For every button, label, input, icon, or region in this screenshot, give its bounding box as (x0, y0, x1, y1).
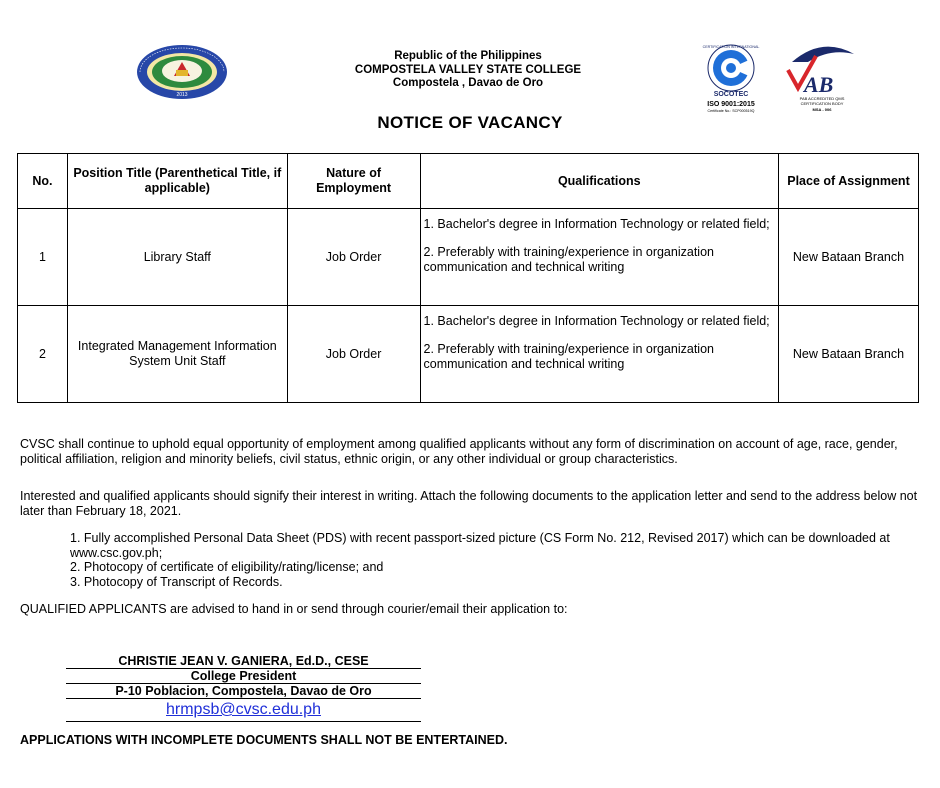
republic-line: Republic of the Philippines (394, 50, 542, 62)
signatory-position: College President (66, 669, 421, 684)
incomplete-documents-warning: APPLICATIONS WITH INCOMPLETE DOCUMENTS SHALL NOT BE ENTERTAINED. (20, 733, 508, 747)
email-link[interactable]: hrmpsb@cvsc.edu.ph (66, 699, 421, 722)
list-item: 1. Fully accomplished Personal Data Sheet (PDS) with recent passport-sized picture (CS Form No. 212, Revised 2017) which can be downloaded at www.csc.gov.ph; (70, 531, 890, 560)
pab-accreditation-logo (782, 40, 862, 116)
table-header-row (18, 154, 919, 209)
table-row (18, 209, 919, 306)
pab-line1: PAB ACCREDITED QMS (799, 96, 845, 101)
seal-year: 2013 (176, 92, 188, 98)
cell-nature: Job Order (287, 209, 420, 306)
pab-line2: CERTIFICATION BODY (800, 101, 844, 106)
col-header-position: Position Title (Parenthetical Title, if applicable) (67, 154, 287, 209)
signature-block (66, 654, 421, 722)
signatory-name: CHRISTIE JEAN V. GANIERA, Ed.D., CESE (66, 654, 421, 669)
socotec-ring-text: CERTIFICATION INTERNATIONAL (702, 45, 760, 49)
qualification-item: 2. Preferably with training/experience in organization communication and technical writing (423, 245, 714, 274)
qualification-item: 1. Bachelor's degree in Information Technology or related field; (423, 217, 770, 231)
cell-no: 1 (18, 209, 68, 306)
socotec-cert: Certificate No.: SCP000519Q (707, 109, 755, 113)
college-seal-logo (136, 44, 228, 100)
socotec-iso-logo (692, 40, 770, 116)
col-header-no: No. (18, 154, 68, 209)
socotec-name: SOCOTEC (713, 91, 749, 98)
cell-place: New Bataan Branch (779, 209, 919, 306)
cell-no: 2 (18, 306, 68, 403)
list-item: 2. Photocopy of certificate of eligibility/rating/license; and (70, 560, 384, 574)
equal-opportunity-paragraph: CVSC shall continue to uphold equal opportunity of employment among qualified applicants without any form of discrimination on account of age, race, gender, political affiliation, religion and minority beliefs, civil status, ethnic origin, or any other individual or group characteristics. (20, 437, 898, 466)
cell-nature: Job Order (287, 306, 420, 403)
cell-position: Library Staff (67, 209, 287, 306)
svg-text:AB: AB (804, 72, 834, 97)
qualification-item: 1. Bachelor's degree in Information Technology or related field; (423, 314, 770, 328)
cell-qualifications (420, 209, 778, 306)
col-header-nature: Nature of Employment (287, 154, 420, 209)
qualification-item: 2. Preferably with training/experience in organization communication and technical writing (423, 342, 714, 371)
cell-qualifications (420, 306, 778, 403)
college-address: Compostela , Davao de Oro (392, 77, 544, 89)
col-header-place: Place of Assignment (779, 154, 919, 209)
college-name: COMPOSTELA VALLEY STATE COLLEGE (354, 63, 582, 76)
signatory-address: P-10 Poblacion, Compostela, Davao de Oro (66, 684, 421, 699)
pab-line3: MSA - 006 (812, 107, 832, 112)
table-row (18, 306, 919, 403)
submission-paragraph: QUALIFIED APPLICANTS are advised to hand in or send through courier/email their application to: (20, 602, 568, 616)
list-item: 3. Photocopy of Transcript of Records. (70, 574, 283, 589)
letterhead (318, 50, 618, 91)
socotec-iso: ISO 9001:2015 (707, 101, 755, 108)
instructions-paragraph: Interested and qualified applicants should signify their interest in writing. Attach the following documents to the application letter and send to the address below not later than February 18, 2021. (20, 489, 918, 518)
cell-place: New Bataan Branch (779, 306, 919, 403)
requirements-list (70, 531, 920, 589)
col-header-qualifications: Qualifications (420, 154, 778, 209)
cell-position: Integrated Management Information System Unit Staff (67, 306, 287, 403)
page-title: NOTICE OF VACANCY (377, 113, 563, 132)
vacancy-table (17, 153, 919, 403)
